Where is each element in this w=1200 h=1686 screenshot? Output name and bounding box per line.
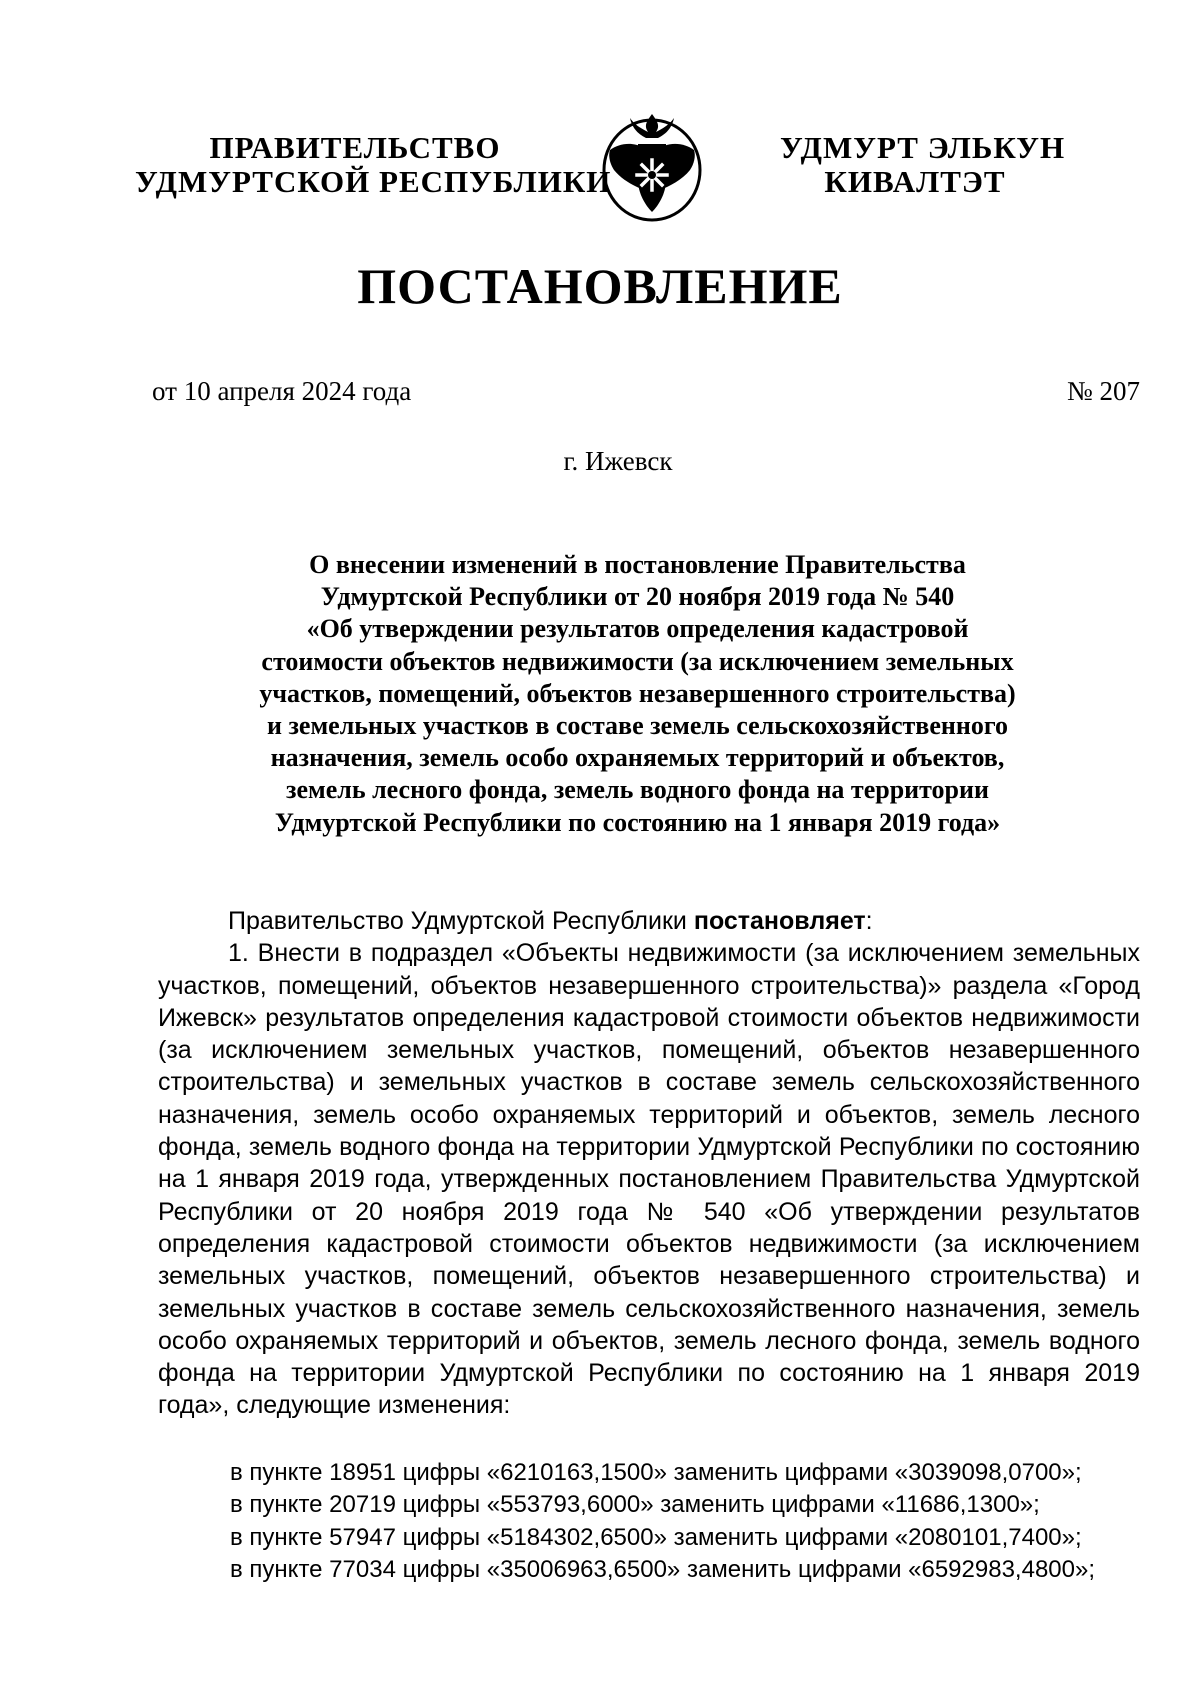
header-left-line2: УДМУРТСКОЙ РЕСПУБЛИКИ [135, 164, 612, 199]
lead-text: Правительство Удмуртской Республики [228, 907, 694, 935]
change-item: в пункте 18951 цифры «6210163,1500» заменить цифрами «3039098,0700»; [230, 1459, 1082, 1486]
subject-line: «Об утверждении результатов определения кадастровой [306, 614, 969, 644]
document-subject [170, 549, 1105, 839]
change-item: в пункте 77034 цифры «35006963,6500» заменить цифрами «6592983,4800»; [230, 1556, 1095, 1584]
header-left-block [135, 130, 612, 199]
change-item: в пункте 20719 цифры «553793,6000» заменить цифрами «11686,1300»; [230, 1491, 1040, 1519]
lead-paragraph [158, 905, 1140, 937]
subject-line: и земельных участков в составе земель сельскохозяйственного [267, 711, 1008, 741]
lead-bold-verb: постановляет [693, 907, 866, 935]
document-number: № 207 [1066, 376, 1140, 406]
subject-line: Удмуртской Республики по состоянию на 1 января 2019 года» [274, 807, 1001, 837]
header-right-line1: УДМУРТ ЭЛЬКУН [780, 130, 1066, 165]
subject-line: земель лесного фонда, земель водного фонда на территории [286, 775, 989, 805]
header-right-line2: КИВАЛТЭТ [824, 164, 1006, 199]
document-body [158, 905, 1140, 1422]
change-item: в пункте 57947 цифры «5184302,6500» заменить цифрами «2080101,7400»; [230, 1523, 1082, 1551]
change-items-list [230, 1457, 1150, 1587]
lead-colon: : [865, 907, 873, 935]
coat-of-arms-icon [600, 110, 705, 225]
subject-line: О внесении изменений в постановление Правительства [309, 550, 966, 579]
document-city: г. Ижевск [563, 446, 673, 476]
header-right-block [780, 130, 1066, 199]
subject-line: стоимости объектов недвижимости (за исключением земельных [261, 646, 1014, 676]
subject-line: участков, помещений, объектов незавершенного строительства) [259, 678, 1016, 708]
subject-line: Удмуртской Республики от 20 ноября 2019 года № 540 [320, 582, 955, 612]
document-title: ПОСТАНОВЛЕНИЕ [357, 258, 843, 314]
paragraph-1: 1. Внести в подраздел «Объекты недвижимости (за исключением земельных участков, помещений, объектов незавершенного строительства)» раздела «Город Ижевск» результатов определения кадастровой стоимости объектов недвижимости (за исключением земельных участков, помещений, объектов незавершенного строительства) и земельных участков в составе земель сельскохозяйственного назначения, земель особо охраняемых территорий и объектов, земель лесного фонда, земель водного фонда на территории Удмуртской Республики по состоянию на 1 января 2019 года, утвержденных постановлением Правительства Удмуртской Республики от 20 ноября 2019 года № 540 «Об утверждении результатов определения кадастровой стоимости объектов недвижимости (за исключением земельных участков, помещений, объектов незавершенного строительства) и земельных участков в составе земель сельскохозяйственного назначения, земель особо охраняемых территорий и объектов, земель лесного фонда, земель водного фонда на территории Удмуртской Республики по состоянию на 1 января 2019 года», следующие изменения: [158, 939, 1140, 1420]
header-left-line1: ПРАВИТЕЛЬСТВО [209, 130, 501, 165]
document-date: от 10 апреля 2024 года [152, 376, 412, 406]
subject-line: назначения, земель особо охраняемых территорий и объектов, [270, 743, 1005, 773]
